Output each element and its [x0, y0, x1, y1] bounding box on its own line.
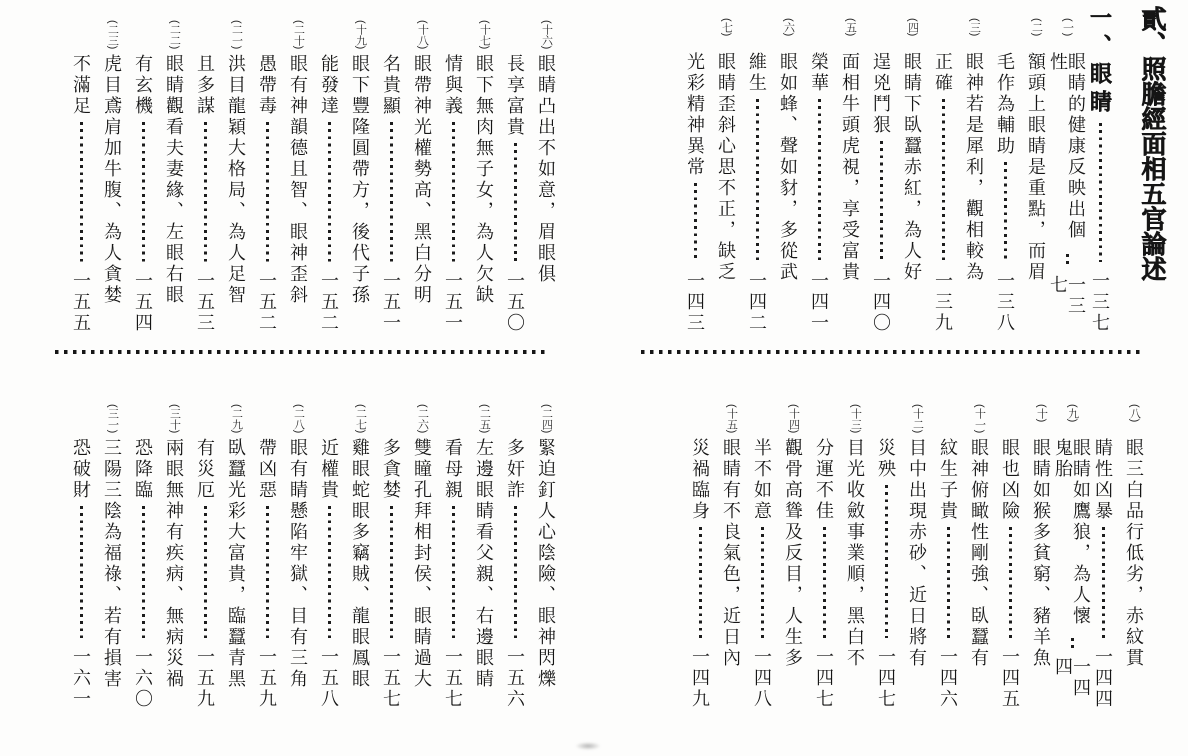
entry-page-number: 一四三 [685, 271, 705, 334]
entry-line-2 [936, 392, 960, 710]
entry-page-number: 一五七 [381, 647, 401, 710]
entry-number: (二二) [168, 20, 181, 50]
entry-line-1 [472, 8, 496, 334]
entry-line-2 [688, 392, 712, 710]
entry-text: 觀骨高聳及反目，人生多 [783, 438, 803, 669]
entry-number: (七) [720, 18, 733, 37]
entry-text: 眼睛如猴多貧窮、豬羊魚 [1031, 438, 1051, 669]
dot-leader [823, 527, 826, 638]
entry-text: 帶凶惡 [257, 438, 277, 501]
entry-text: 紋生子貴 [938, 438, 958, 522]
entry-text: 眼睛的健康反映出個性 [1048, 52, 1086, 241]
toc-entry [931, 6, 986, 334]
left-page-bottom-band [62, 392, 558, 710]
entry-text: 兩眼無神有疾病、無病災禍 [164, 438, 184, 690]
entry-text: 眼睛觀看夫妻緣、左眼右眼 [164, 54, 184, 306]
dotted-separator-line [641, 350, 1140, 354]
toc-entry [874, 392, 929, 710]
dot-leader [266, 506, 269, 638]
toc-entry [998, 392, 1053, 710]
entry-page-number: 一五一 [443, 271, 463, 334]
dot-leader [885, 485, 888, 638]
toc-entry [1091, 392, 1146, 710]
part-title: 貳、照膽經面相五官論述 [1138, 6, 1166, 281]
entry-line-1 [224, 8, 248, 334]
entry-line-1 [838, 6, 862, 334]
entry-text: 眼神俯瞰性剛強、臥蠶有 [969, 438, 989, 669]
entry-line-2 [69, 392, 93, 710]
entry-page-number: 一四四 [1053, 656, 1091, 699]
entry-text: 雙瞳孔拜相封侯、眼睛過大 [412, 438, 432, 690]
entry-text: 眼睛歪斜心思不正，缺乏 [716, 52, 736, 283]
entry-line-2 [379, 392, 403, 710]
entry-page-number: 一六一 [71, 647, 91, 710]
dot-leader [1099, 123, 1102, 262]
entry-line-2 [441, 392, 465, 710]
entry-line-1 [286, 392, 310, 710]
entry-number: (三一) [106, 404, 119, 434]
entry-number: (十二) [911, 404, 924, 434]
toc-entry [69, 8, 124, 334]
entry-line-1 [472, 392, 496, 710]
entry-page-number: 一五二 [257, 271, 277, 334]
entry-text: 長享富貴 [505, 54, 525, 138]
entry-text: 眼三白品行低劣，赤紋貫 [1124, 438, 1144, 669]
entry-line-1 [100, 392, 124, 710]
dot-leader [390, 506, 393, 638]
dot-leader [328, 122, 331, 262]
entry-text: 且多謀 [195, 54, 215, 117]
entry-page-number: 一五一 [381, 271, 401, 334]
entry-line-2 [750, 392, 774, 710]
entry-line-1 [162, 8, 186, 334]
toc-entry [745, 6, 800, 334]
entry-text: 榮華 [809, 52, 829, 94]
entry-page-number: 一五七 [443, 647, 463, 710]
toc-entry [193, 8, 248, 334]
dot-leader [1066, 254, 1069, 265]
entry-line-2 [931, 6, 955, 334]
entry-text: 名貴顯 [381, 54, 401, 117]
entry-line-2 [745, 6, 769, 334]
entry-text: 眼下豐隆圓帶方，後代子孫 [350, 54, 370, 306]
entry-line-1 [1053, 392, 1091, 710]
entry-line-1 [719, 392, 743, 710]
entry-number: (九) [1066, 404, 1079, 423]
toc-entry [807, 6, 862, 334]
entry-text: 毛作為輔助 [995, 52, 1015, 157]
dot-leader [514, 143, 517, 262]
entry-page-number: 一四七 [876, 647, 896, 710]
entry-page-number: 一四四 [1093, 647, 1113, 710]
entry-text: 目中出現赤砂、近日將有 [907, 438, 927, 669]
entry-line-2 [807, 6, 831, 334]
entry-page-number: 一五二 [319, 271, 339, 334]
section-label: 一、眼睛 [1087, 6, 1113, 118]
toc-entry [193, 392, 248, 710]
section-page-number: 一三七 [1090, 271, 1110, 334]
toc-entry [688, 392, 743, 710]
entry-line-2 [255, 392, 279, 710]
entry-number: (十八) [416, 20, 429, 50]
toc-entry [255, 392, 310, 710]
dot-leader [452, 122, 455, 262]
entry-line-2 [317, 8, 341, 334]
entry-text: 眼也凶險 [1000, 438, 1020, 522]
entry-text: 災殃 [876, 438, 896, 480]
entry-number: (一) [1061, 18, 1074, 37]
entry-text: 不滿足 [71, 54, 91, 117]
entry-text: 半不如意 [752, 438, 772, 522]
entry-line-1 [962, 6, 986, 334]
entry-number: (五) [844, 18, 857, 37]
entry-line-1 [348, 392, 372, 710]
toc-entry [131, 392, 186, 710]
entry-number: (二六) [416, 404, 429, 434]
entry-line-1 [967, 392, 991, 710]
dot-leader [452, 506, 455, 638]
entry-line-1 [348, 8, 372, 334]
toc-entry [936, 392, 991, 710]
entry-page-number: 一四六 [938, 647, 958, 710]
entry-line-2 [317, 392, 341, 710]
left-page-top-band [62, 8, 558, 334]
entry-page-number: 一五九 [195, 647, 215, 710]
dot-leader [694, 183, 697, 262]
entry-number: (二八) [292, 404, 305, 434]
entry-text: 分運不佳 [814, 438, 834, 522]
entry-text: 眼睛有不良氣色，近日內 [721, 438, 741, 669]
entry-text: 情與義 [443, 54, 463, 117]
entry-line-2 [131, 8, 155, 334]
entry-page-number: 一五九 [257, 647, 277, 710]
entry-number: (二十) [292, 20, 305, 50]
entry-line-1 [100, 8, 124, 334]
entry-text: 能發達 [319, 54, 339, 117]
dotted-separator-line [55, 350, 547, 354]
entry-page-number: 一四五 [1000, 647, 1020, 710]
entry-text: 維生 [747, 52, 767, 94]
dot-leader [1009, 527, 1012, 638]
entry-line-1 [843, 392, 867, 710]
entry-text: 光彩精神異常 [685, 52, 705, 178]
entry-page-number: 一四二 [747, 271, 767, 334]
dot-leader [818, 99, 821, 262]
entry-line-1 [286, 8, 310, 334]
entry-text: 恐破財 [71, 438, 91, 501]
entry-line-2 [193, 8, 217, 334]
dot-leader [1102, 527, 1105, 638]
toc-entry [441, 8, 496, 334]
dot-leader [1071, 638, 1074, 648]
entry-text: 看母親 [443, 438, 463, 501]
toc-entry [131, 8, 186, 334]
dot-leader [942, 99, 945, 262]
entry-line-2 [193, 392, 217, 710]
toc-entry [1048, 6, 1086, 334]
entry-text: 眼帶神光權勢高、黑白分明 [412, 54, 432, 306]
entry-text: 雞眼蛇眼多竊賊、龍眼鳳眼 [350, 438, 370, 690]
toc-entry [750, 392, 805, 710]
toc-entry [379, 8, 434, 334]
entry-line-1 [162, 392, 186, 710]
entry-page-number: 一三八 [995, 271, 1015, 334]
entry-number: (三十) [168, 404, 181, 434]
entry-line-2 [69, 8, 93, 334]
entry-number: (二一) [230, 20, 243, 50]
entry-number: (十) [1035, 404, 1048, 423]
dot-leader [80, 122, 83, 262]
entry-text: 緊迫釘人心陰險、眼神閃爍 [536, 438, 556, 690]
toc-entry [503, 392, 558, 710]
entry-text: 睛性凶暴 [1093, 438, 1113, 522]
entry-line-1 [905, 392, 929, 710]
entry-number: (十四) [787, 404, 800, 434]
entry-text: 左邊眼睛看父親、右邊眼睛 [474, 438, 494, 690]
entry-line-1 [534, 392, 558, 710]
dot-leader [266, 122, 269, 262]
entry-page-number: 一四一 [809, 271, 829, 334]
entry-text: 洪目龍穎大格局、為人足智 [226, 54, 246, 306]
toc-entry [812, 392, 867, 710]
dot-leader [328, 506, 331, 638]
entry-line-1 [776, 6, 800, 334]
entry-line-2 [998, 392, 1022, 710]
entry-text: 恐降臨 [133, 438, 153, 501]
toc-entry [317, 392, 372, 710]
dot-leader [947, 527, 950, 638]
entry-page-number: 一五四 [133, 271, 153, 334]
entry-number: (十五) [725, 404, 738, 434]
entry-number: (十七) [478, 20, 491, 50]
entry-text: 目光收斂事業順，黑白不 [845, 438, 865, 669]
right-page [594, 0, 1188, 756]
entry-text: 愚帶毒 [257, 54, 277, 117]
entry-number: (十六) [540, 20, 553, 50]
entry-line-2 [683, 6, 707, 334]
entry-number: (二四) [540, 404, 553, 434]
entry-line-2 [379, 8, 403, 334]
toc-entry [503, 8, 558, 334]
entry-page-number: 一三九 [933, 271, 953, 334]
entry-text: 臥蠶光彩大富貴，臨蠶青黑 [226, 438, 246, 690]
entry-line-2 [503, 392, 527, 710]
entry-line-1 [1029, 392, 1053, 710]
entry-page-number: 一五五 [71, 271, 91, 334]
entry-number: (十一) [973, 404, 986, 434]
entry-page-number: 一五六 [505, 647, 525, 710]
entry-number: (二) [1030, 18, 1043, 37]
entry-text: 有災厄 [195, 438, 215, 501]
dot-leader [80, 506, 83, 638]
toc-entry [317, 8, 372, 334]
toc-entry [1053, 392, 1091, 710]
entry-text: 眼下無肉無子女，為人欠缺 [474, 54, 494, 306]
right-page-top-band [676, 6, 1172, 334]
dot-leader [142, 122, 145, 262]
entry-text: 額頭上眼睛是重點，而眉 [1026, 52, 1046, 283]
entry-line-1 [534, 8, 558, 334]
entry-text: 眼有睛懸陷牢獄、目有三角 [288, 438, 308, 690]
toc-entry [255, 8, 310, 334]
entry-text: 近權貴 [319, 438, 339, 501]
scan-smudge [575, 742, 601, 750]
entry-number: (四) [906, 18, 919, 37]
dot-leader [756, 99, 759, 262]
entry-line-2 [1091, 392, 1115, 710]
entry-line-1 [410, 8, 434, 334]
entry-text: 眼睛凸出不如意，眉眼俱 [536, 54, 556, 285]
toc-entry [379, 392, 434, 710]
entry-number: (十九) [354, 20, 367, 50]
entry-line-2 [255, 8, 279, 334]
entry-text: 面相牛頭虎視，享受富貴 [840, 52, 860, 283]
entry-page-number: 一四七 [814, 647, 834, 710]
entry-number: (二九) [230, 404, 243, 434]
entry-text: 多奸詐 [505, 438, 525, 501]
entry-line-2 [441, 8, 465, 334]
entry-text: 眼有神韻德且智、眼神歪斜 [288, 54, 308, 306]
dot-leader [699, 527, 702, 638]
entry-line-1 [781, 392, 805, 710]
entry-number: (八) [1128, 404, 1141, 423]
entry-text: 有玄機 [133, 54, 153, 117]
entry-text: 正確 [933, 52, 953, 94]
entry-page-number: 一五八 [319, 647, 339, 710]
dot-leader [390, 122, 393, 262]
entry-line-1 [714, 6, 738, 334]
toc-entry [441, 392, 496, 710]
entry-number: (三) [968, 18, 981, 37]
entry-line-2 [874, 392, 898, 710]
entry-text: 眼睛下臥蠶赤紅，為人好 [902, 52, 922, 283]
dot-leader [204, 122, 207, 262]
toc-entry [869, 6, 924, 334]
entry-line-2 [503, 8, 527, 334]
toc-entry [69, 392, 124, 710]
entry-line-2 [131, 392, 155, 710]
dot-leader [880, 141, 883, 262]
entry-page-number: 一四九 [690, 647, 710, 710]
entry-line-2 [869, 6, 893, 334]
entry-page-number: 一三七 [1048, 274, 1086, 317]
entry-line-1 [1024, 6, 1048, 334]
entry-line-1 [410, 392, 434, 710]
entry-text: 眼睛如鷹狼，為人懷鬼胎 [1053, 438, 1091, 627]
entry-text: 虎目鳶肩加牛腹、為人貪婪 [102, 54, 122, 306]
entry-number: (六) [782, 18, 795, 37]
entry-line-1 [1122, 392, 1146, 710]
section-header [1088, 6, 1112, 334]
entry-line-2 [812, 392, 836, 710]
dot-leader [142, 506, 145, 638]
entry-line-1 [900, 6, 924, 334]
entry-page-number: 一五三 [195, 271, 215, 334]
entry-text: 眼神若是犀利，觀相較為 [964, 52, 984, 283]
entry-text: 三陽三陰為福祿、若有損害 [102, 438, 122, 690]
entry-number: (二七) [354, 404, 367, 434]
entry-number: (十三) [849, 404, 862, 434]
entry-text: 災禍臨身 [690, 438, 710, 522]
entry-text: 逞兇鬥狠 [871, 52, 891, 136]
entry-text: 多貪婪 [381, 438, 401, 501]
entry-page-number: 一四〇 [871, 271, 891, 334]
entry-text: 眼如蜂、聲如豺，多從武 [778, 52, 798, 283]
entry-line-2 [993, 6, 1017, 334]
entry-page-number: 一四八 [752, 647, 772, 710]
dot-leader [761, 527, 764, 638]
entry-number: (二五) [478, 404, 491, 434]
entry-number: (二三) [106, 20, 119, 50]
toc-entry [683, 6, 738, 334]
dot-leader [204, 506, 207, 638]
entry-page-number: 一六〇 [133, 647, 153, 710]
dot-leader [1004, 162, 1007, 262]
entry-page-number: 一五〇 [505, 271, 525, 334]
entry-line-1 [224, 392, 248, 710]
right-page-bottom-band [681, 392, 1146, 710]
entry-line-1 [1048, 6, 1086, 334]
toc-entry [993, 6, 1048, 334]
dot-leader [514, 506, 517, 638]
